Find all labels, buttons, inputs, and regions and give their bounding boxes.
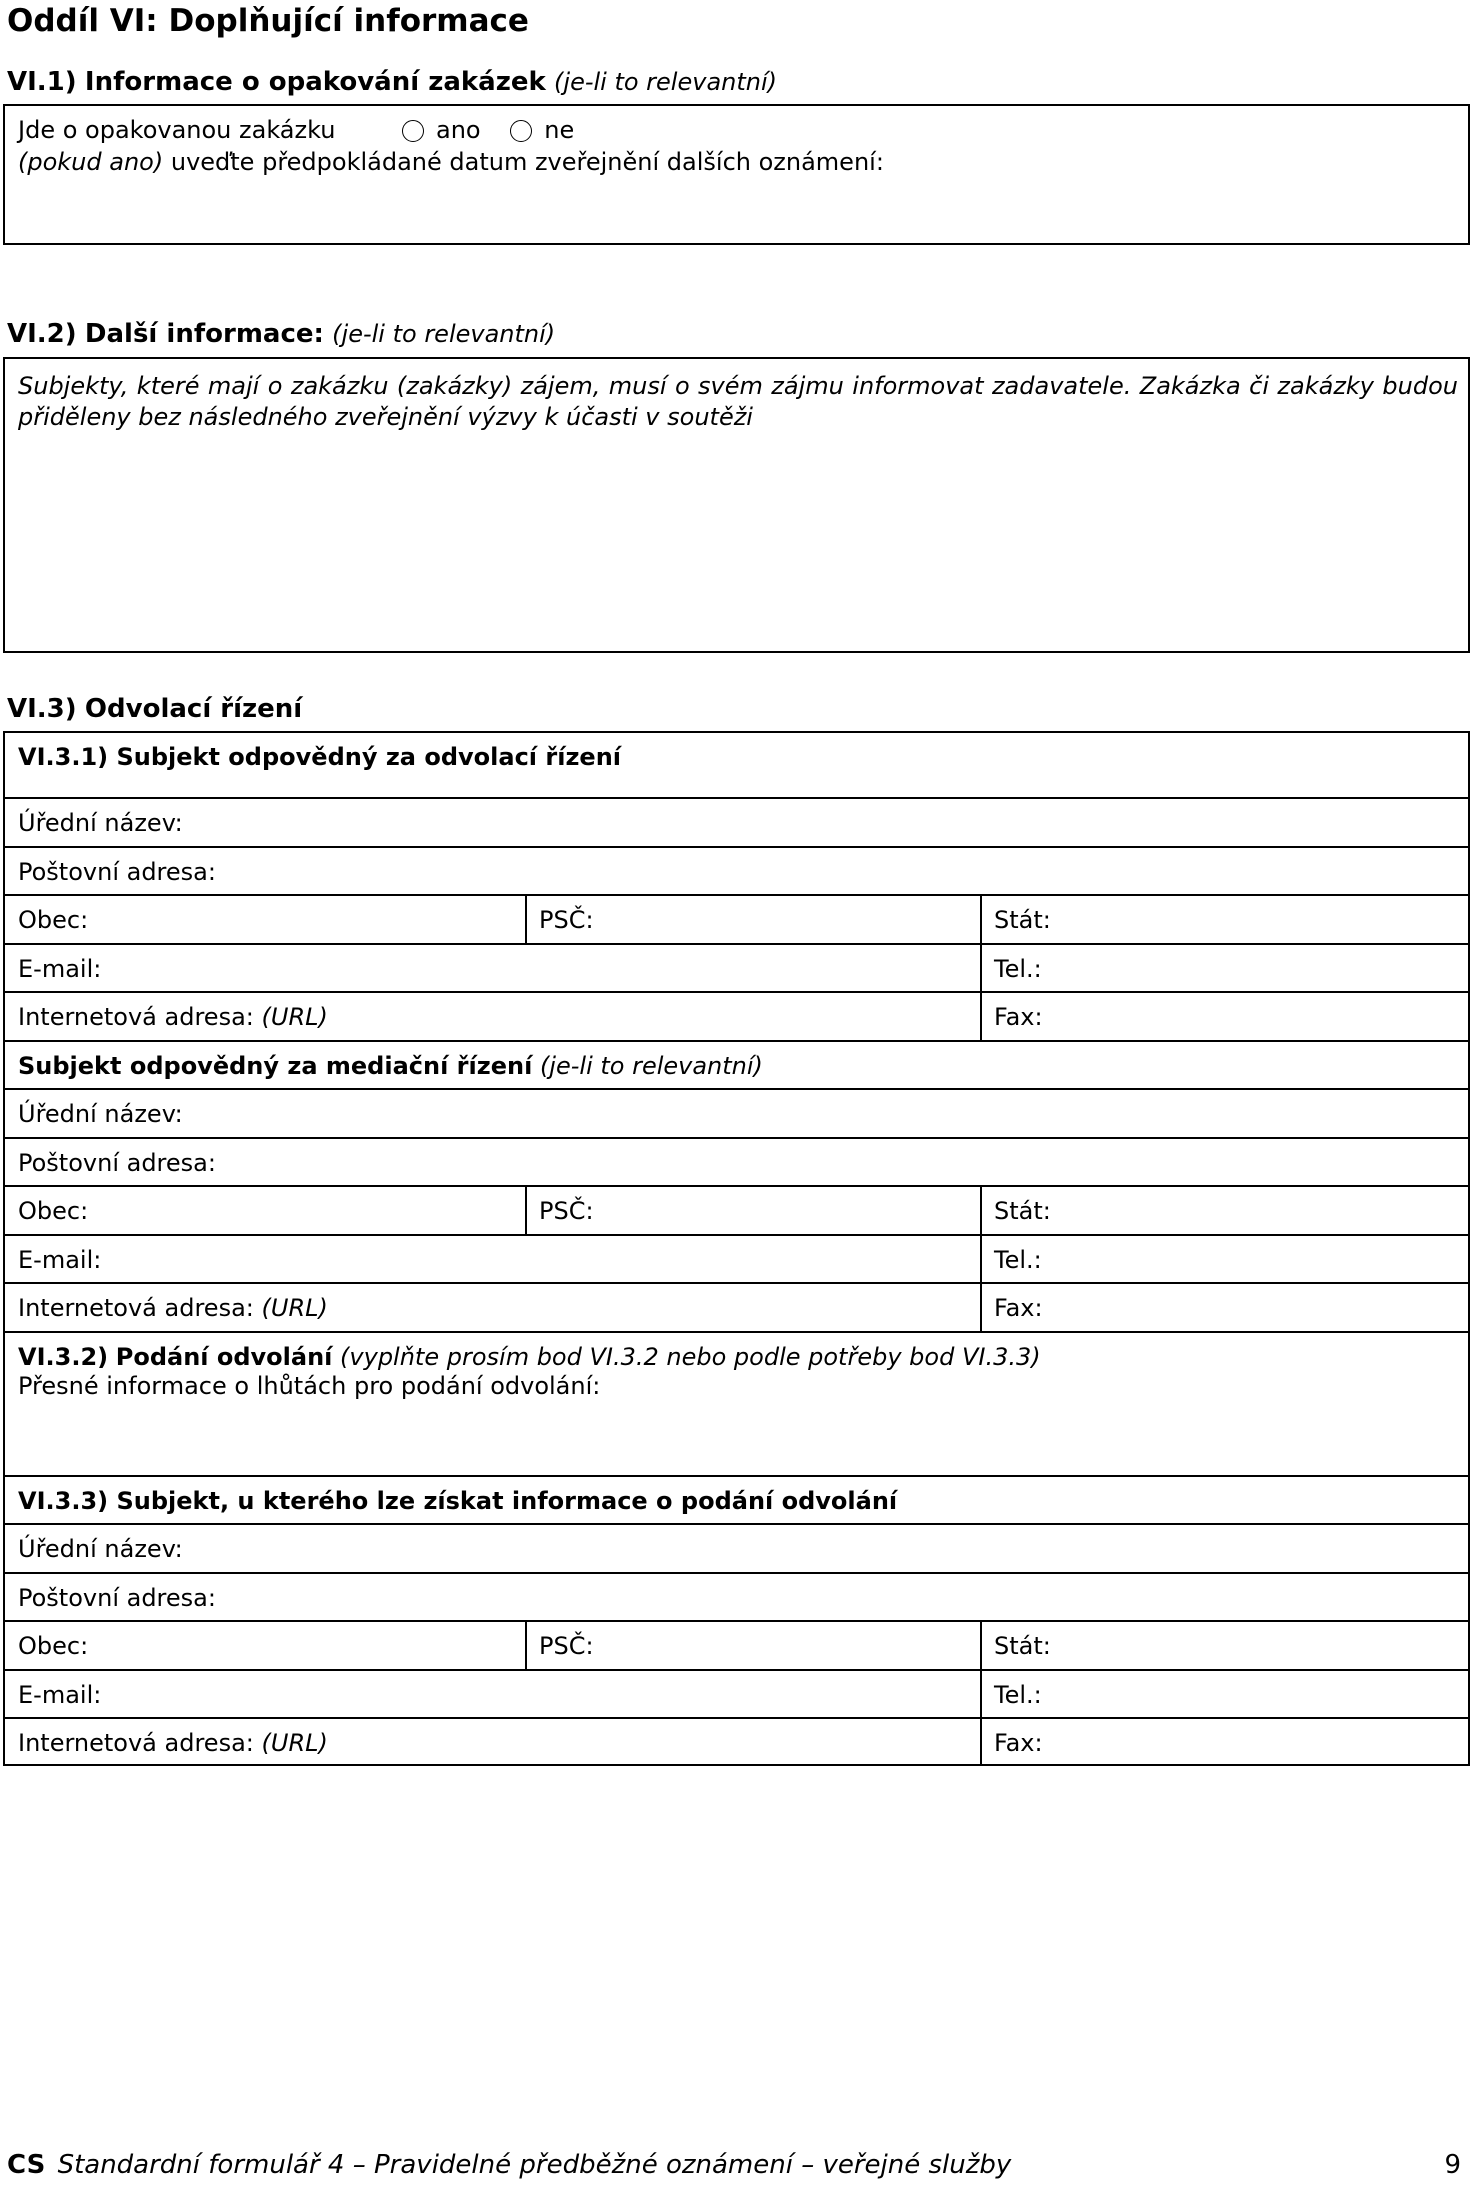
vi33-title: VI.3.3) Subjekt, u kterého lze získat informace o podání odvolání — [18, 1487, 898, 1515]
radio-yes[interactable] — [402, 120, 424, 142]
review-fax-label: Fax: — [994, 1003, 1043, 1031]
vi3-number: VI.3) — [7, 694, 77, 724]
radio-no-label: ne — [544, 116, 575, 144]
divider — [525, 1622, 527, 1669]
review-internet-row[interactable] — [5, 993, 1468, 1042]
info-postal-address-label: Poštovní adresa: — [18, 1584, 216, 1612]
vi1-box — [3, 104, 1470, 245]
info-internet-label — [18, 1729, 328, 1757]
review-town-label: Obec: — [18, 906, 89, 934]
mediation-town-label: Obec: — [18, 1197, 89, 1225]
vi3-header — [7, 694, 302, 724]
info-internet-text: Internetová adresa: — [18, 1729, 254, 1757]
mediation-internet-label — [18, 1294, 328, 1322]
mediation-title — [18, 1052, 763, 1080]
mediation-official-name-row[interactable] — [5, 1090, 1468, 1139]
divider — [980, 945, 982, 991]
mediation-email-label: E-mail: — [18, 1246, 102, 1274]
mediation-postal-address-row[interactable] — [5, 1139, 1468, 1187]
info-internet-url: (URL) — [261, 1729, 328, 1757]
info-postal-code-label: PSČ: — [539, 1632, 594, 1660]
vi1-note: (je-li to relevantní) — [554, 68, 778, 96]
repeat-question: Jde o opakovanou zakázku — [18, 116, 336, 144]
page-number: 9 — [1444, 2150, 1461, 2180]
review-official-name-label: Úřední název: — [18, 809, 183, 837]
review-email-label: E-mail: — [18, 955, 102, 983]
mediation-title-text: Subjekt odpovědný za mediační řízení — [18, 1052, 533, 1080]
info-fax-label: Fax: — [994, 1729, 1043, 1757]
review-internet-url: (URL) — [261, 1003, 328, 1031]
section-title: Oddíl VI: Doplňující informace — [7, 3, 529, 39]
vi2-title: Další informace: — [84, 319, 324, 349]
mediation-fax-label: Fax: — [994, 1294, 1043, 1322]
info-official-name-row[interactable] — [5, 1525, 1468, 1574]
divider — [980, 1284, 982, 1331]
review-town-row[interactable] — [5, 896, 1468, 945]
repeat-options — [402, 116, 574, 144]
vi31-title: VI.3.1) Subjekt odpovědný za odvolací řízení — [18, 743, 621, 771]
mediation-internet-row[interactable] — [5, 1284, 1468, 1333]
vi2-text: Subjekty, které mají o zakázku (zakázky) zájem, musí o svém zájmu informovat zadavatele. Zakázka či zakázky budou přiděleny bez následného zveřejnění výzvy k účasti v soutěži — [18, 372, 1458, 431]
mediation-internet-text: Internetová adresa: — [18, 1294, 254, 1322]
footer-form-name: Standardní formulář 4 – Pravidelné předběžné oznámení – veřejné služby — [57, 2150, 1012, 2180]
vi3-box — [3, 731, 1470, 1766]
vi33-title-row — [5, 1477, 1468, 1525]
info-official-name-label: Úřední název: — [18, 1535, 183, 1563]
info-town-row[interactable] — [5, 1622, 1468, 1671]
info-internet-row[interactable] — [5, 1719, 1468, 1764]
vi32-row[interactable] — [5, 1333, 1468, 1477]
mediation-note: (je-li to relevantní) — [539, 1052, 763, 1080]
info-tel-label: Tel.: — [994, 1681, 1042, 1709]
vi1-header — [7, 67, 777, 97]
divider — [525, 896, 527, 943]
mediation-title-row — [5, 1042, 1468, 1090]
mediation-official-name-label: Úřední název: — [18, 1100, 183, 1128]
divider — [980, 1187, 982, 1234]
info-postal-address-row[interactable] — [5, 1574, 1468, 1622]
repeat-followup — [18, 148, 884, 176]
info-town-label: Obec: — [18, 1632, 89, 1660]
review-country-label: Stát: — [994, 906, 1051, 934]
mediation-town-row[interactable] — [5, 1187, 1468, 1236]
vi32-note: (vyplňte prosím bod VI.3.2 nebo podle potřeby bod VI.3.3) — [340, 1343, 1041, 1371]
mediation-country-label: Stát: — [994, 1197, 1051, 1225]
footer-language: CS — [7, 2150, 46, 2180]
divider — [525, 1187, 527, 1234]
review-internet-label — [18, 1003, 328, 1031]
radio-no[interactable] — [510, 120, 532, 142]
info-email-row[interactable] — [5, 1671, 1468, 1719]
mediation-tel-label: Tel.: — [994, 1246, 1042, 1274]
vi1-title: Informace o opakování zakázek — [84, 67, 546, 97]
vi2-note: (je-li to relevantní) — [332, 320, 556, 348]
vi32-title — [18, 1343, 1041, 1371]
mediation-postal-address-label: Poštovní adresa: — [18, 1149, 216, 1177]
review-postal-code-label: PSČ: — [539, 906, 594, 934]
vi32-number: VI.3.2) — [18, 1343, 109, 1371]
info-country-label: Stát: — [994, 1632, 1051, 1660]
mediation-postal-code-label: PSČ: — [539, 1197, 594, 1225]
vi32-title-text: Podání odvolání — [115, 1343, 333, 1371]
radio-yes-label: ano — [436, 116, 481, 144]
vi32-text: Přesné informace o lhůtách pro podání odvolání: — [18, 1372, 601, 1400]
vi3-title: Odvolací řízení — [84, 694, 303, 724]
review-official-name-row[interactable] — [5, 799, 1468, 848]
divider — [980, 1236, 982, 1282]
divider — [980, 993, 982, 1040]
vi2-box — [3, 357, 1470, 653]
mediation-internet-url: (URL) — [261, 1294, 328, 1322]
mediation-email-row[interactable] — [5, 1236, 1468, 1284]
review-postal-address-row[interactable] — [5, 848, 1468, 896]
vi1-number: VI.1) — [7, 67, 77, 97]
review-postal-address-label: Poštovní adresa: — [18, 858, 216, 886]
repeat-followup-text: uveďte předpokládané datum zveřejnění dalších oznámení: — [170, 148, 884, 176]
page-footer — [7, 2150, 1011, 2180]
review-internet-text: Internetová adresa: — [18, 1003, 254, 1031]
vi2-header — [7, 319, 555, 349]
divider — [980, 896, 982, 943]
divider — [980, 1622, 982, 1669]
review-tel-label: Tel.: — [994, 955, 1042, 983]
divider — [980, 1719, 982, 1764]
repeat-followup-italic: (pokud ano) — [18, 148, 164, 176]
review-email-row[interactable] — [5, 945, 1468, 993]
info-email-label: E-mail: — [18, 1681, 102, 1709]
vi31-title-row — [5, 733, 1468, 799]
divider — [980, 1671, 982, 1717]
vi2-number: VI.2) — [7, 319, 77, 349]
